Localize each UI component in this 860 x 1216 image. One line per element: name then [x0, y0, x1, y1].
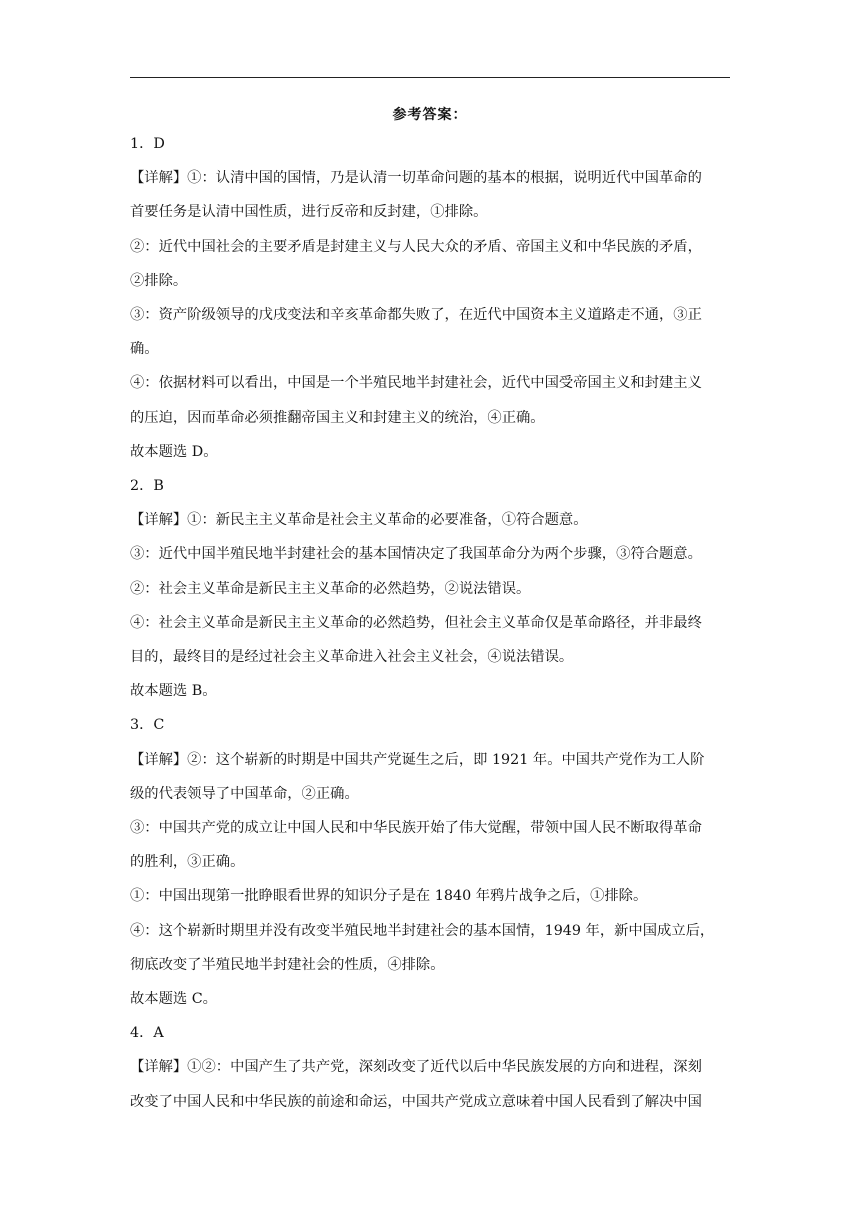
page-title: 参考答案： [392, 107, 468, 123]
text-line: 【详解】①：新民主主义革命是社会主义革命的必要准备，①符合题意。 [130, 512, 588, 529]
text-line: ④：社会主义革命是新民主主义革命的必然趋势，但社会主义革命仅是革命路径，并非最终 [130, 614, 702, 631]
text-line: 【详解】①：认清中国的国情，乃是认清一切革命问题的基本的根据，说明近代中国革命的 [130, 170, 702, 187]
text-line: 彻底改变了半殖民地半封建社会的性质，④排除。 [130, 956, 445, 973]
text-line: 1．D [130, 136, 165, 152]
text-line: 故本题选 C。 [130, 991, 217, 1008]
text-line: 4．A [130, 1025, 164, 1042]
text-line: ③：资产阶级领导的戊戌变法和辛亥革命都失败了，在近代中国资本主义道路走不通，③正 [130, 307, 702, 324]
text-line: 故本题选 B。 [130, 683, 217, 700]
text-line: 3．C [130, 717, 165, 734]
text-line: 的胜利，③正确。 [130, 854, 245, 871]
text-line: 【详解】①②：中国产生了共产党，深刻改变了近代以后中华民族发展的方向和进程，深刻 [130, 1059, 702, 1076]
text-line: 故本题选 D。 [130, 443, 218, 460]
text-line: ①：中国出现第一批睁眼看世界的知识分子是在 1840 年鸦片战争之后，①排除。 [130, 888, 648, 905]
text-line: ④：依据材料可以看出，中国是一个半殖民地半封建社会，近代中国受帝国主义和封建主义 [130, 375, 702, 392]
text-line: ②：社会主义革命是新民主主义革命的必然趋势，②说法错误。 [130, 580, 531, 597]
text-line: 【详解】②：这个崭新的时期是中国共产党诞生之后，即 1921 年。中国共产党作为工人阶 [130, 751, 705, 768]
text-line: 目的，最终目的是经过社会主义革命进入社会主义社会，④说法错误。 [130, 649, 574, 666]
answer-body [130, 127, 732, 1119]
text-line: ②：近代中国社会的主要矛盾是封建主义与人民大众的矛盾、帝国主义和中华民族的矛盾， [130, 238, 702, 255]
text-line: ④：这个崭新时期里并没有改变半殖民地半封建社会的基本国情，1949 年，新中国成立后， [130, 922, 715, 939]
text-line: 确。 [130, 341, 159, 358]
text-line: 首要任务是认清中国性质，进行反帝和反封建，①排除。 [130, 204, 488, 221]
text-line: ③：中国共产党的成立让中国人民和中华民族开始了伟大觉醒，带领中国人民不断取得革命 [130, 820, 702, 837]
text-line: 级的代表领导了中国革命，②正确。 [130, 785, 359, 802]
text-line: ③：近代中国半殖民地半封建社会的基本国情决定了我国革命分为两个步骤，③符合题意。 [130, 546, 702, 563]
text-line: ②排除。 [130, 272, 188, 289]
text-line: 2．B [130, 478, 164, 495]
header-rule [130, 77, 730, 78]
text-line: 改变了中国人民和中华民族的前途和命运，中国共产党成立意味着中国人民看到了解决中国 [130, 1093, 702, 1110]
text-line: 的压迫，因而革命必须推翻帝国主义和封建主义的统治，④正确。 [130, 409, 545, 426]
